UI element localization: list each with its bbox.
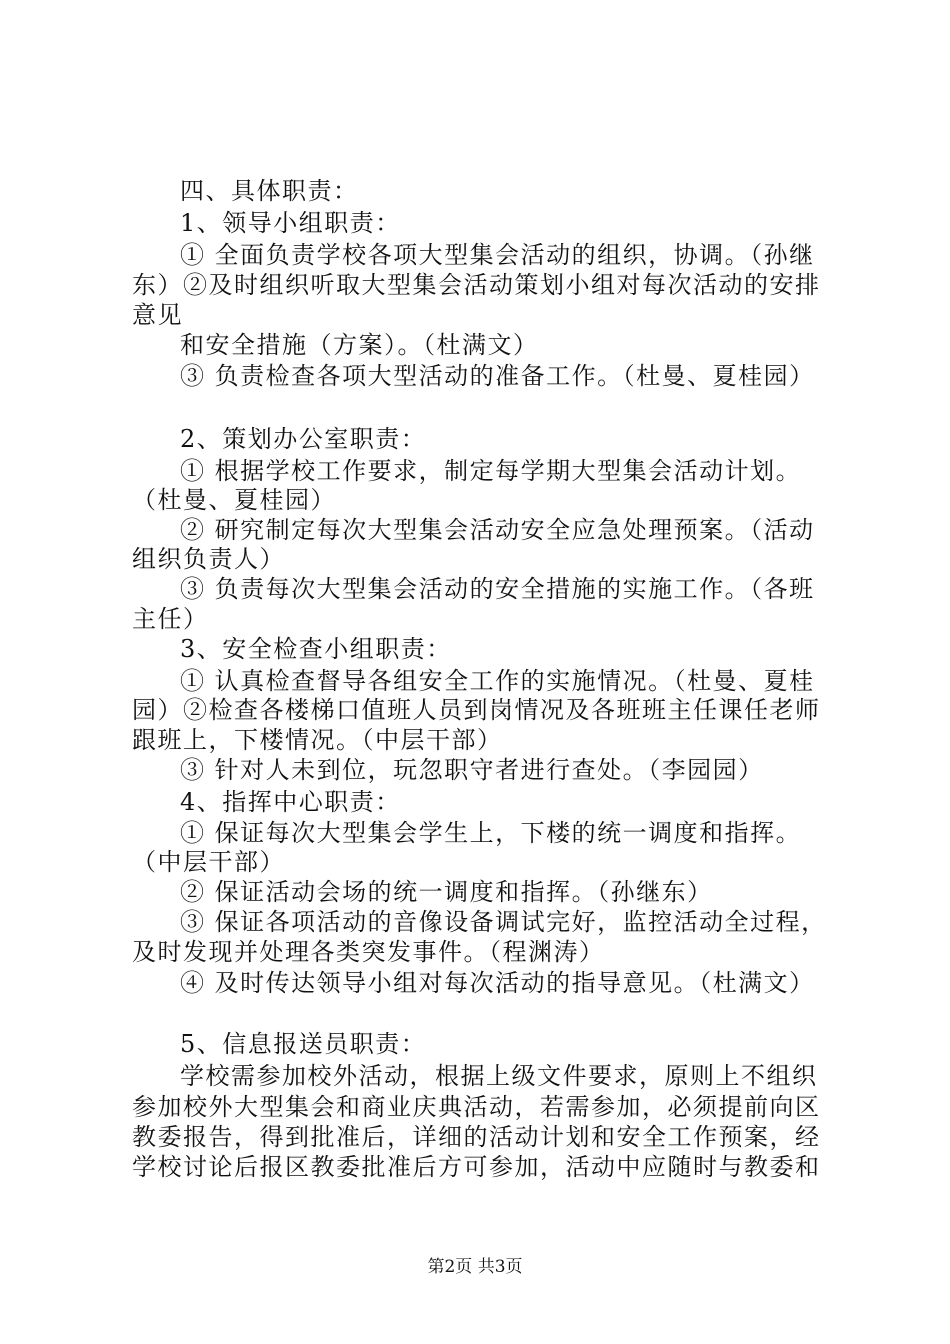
paragraph-line: ② 保证活动会场的统一调度和指挥。（孙继东） bbox=[180, 878, 713, 906]
paragraph-line: ① 保证每次大型集会学生上，下楼的统一调度和指挥。 bbox=[180, 819, 802, 847]
paragraph-line: （中层干部） bbox=[132, 848, 285, 876]
paragraph-line: 东）②及时组织听取大型集会活动策划小组对每次活动的安排 bbox=[132, 271, 821, 299]
paragraph-line: ③ 负责检查各项大型活动的准备工作。（杜曼、夏桂园） bbox=[180, 362, 815, 390]
paragraph-line: 意见 bbox=[132, 301, 183, 329]
subsection-heading: 4、指挥中心职责： bbox=[180, 788, 401, 816]
subsection-heading: 1、领导小组职责： bbox=[180, 209, 401, 237]
section-heading: 四、具体职责： bbox=[180, 177, 359, 205]
paragraph-line: ③ 负责每次大型集会活动的安全措施的实施工作。（各班 bbox=[180, 575, 815, 603]
paragraph-line: ④ 及时传达领导小组对每次活动的指导意见。（杜满文） bbox=[180, 969, 815, 997]
paragraph-line: 学校需参加校外活动，根据上级文件要求，原则上不组织 bbox=[180, 1062, 818, 1090]
paragraph-line: ③ 保证各项活动的音像设备调试完好，监控活动全过程， bbox=[180, 908, 827, 936]
paragraph-line: 教委报告，得到批准后，详细的活动计划和安全工作预案，经 bbox=[132, 1123, 821, 1151]
paragraph-line: 学校讨论后报区教委批准后方可参加，活动中应随时与教委和 bbox=[132, 1153, 821, 1181]
subsection-heading: 5、信息报送员职责： bbox=[180, 1030, 427, 1058]
paragraph-line: 跟班上，下楼情况。（中层干部） bbox=[132, 726, 503, 754]
subsection-heading: 2、策划办公室职责： bbox=[180, 425, 427, 453]
paragraph-line: 园）②检查各楼梯口值班人员到岗情况及各班班主任课任老师 bbox=[132, 696, 821, 724]
subsection-heading: 3、安全检查小组职责： bbox=[180, 635, 452, 663]
paragraph-line: 组织负责人） bbox=[132, 545, 285, 573]
paragraph-line: ① 全面负责学校各项大型集会活动的组织，协调。（孙继 bbox=[180, 241, 815, 269]
paragraph-line: ② 研究制定每次大型集会活动安全应急处理预案。（活动 bbox=[180, 516, 815, 544]
paragraph-line: ① 根据学校工作要求，制定每学期大型集会活动计划。 bbox=[180, 457, 802, 485]
paragraph-line: ① 认真检查督导各组安全工作的实施情况。（杜曼、夏桂 bbox=[180, 667, 815, 695]
paragraph-line: 及时发现并处理各类突发事件。（程渊涛） bbox=[132, 938, 605, 966]
page-number-footer: 第2页 共3页 bbox=[427, 1257, 523, 1277]
paragraph-line: 和安全措施（方案）。（杜满文） bbox=[180, 331, 539, 359]
paragraph-line: 参加校外大型集会和商业庆典活动，若需参加，必须提前向区 bbox=[132, 1093, 821, 1121]
paragraph-line: 主任） bbox=[132, 605, 209, 633]
paragraph-line: ③ 针对人未到位，玩忽职守者进行查处。（李园园） bbox=[180, 756, 764, 784]
paragraph-line: （杜曼、夏桂园） bbox=[132, 486, 336, 514]
